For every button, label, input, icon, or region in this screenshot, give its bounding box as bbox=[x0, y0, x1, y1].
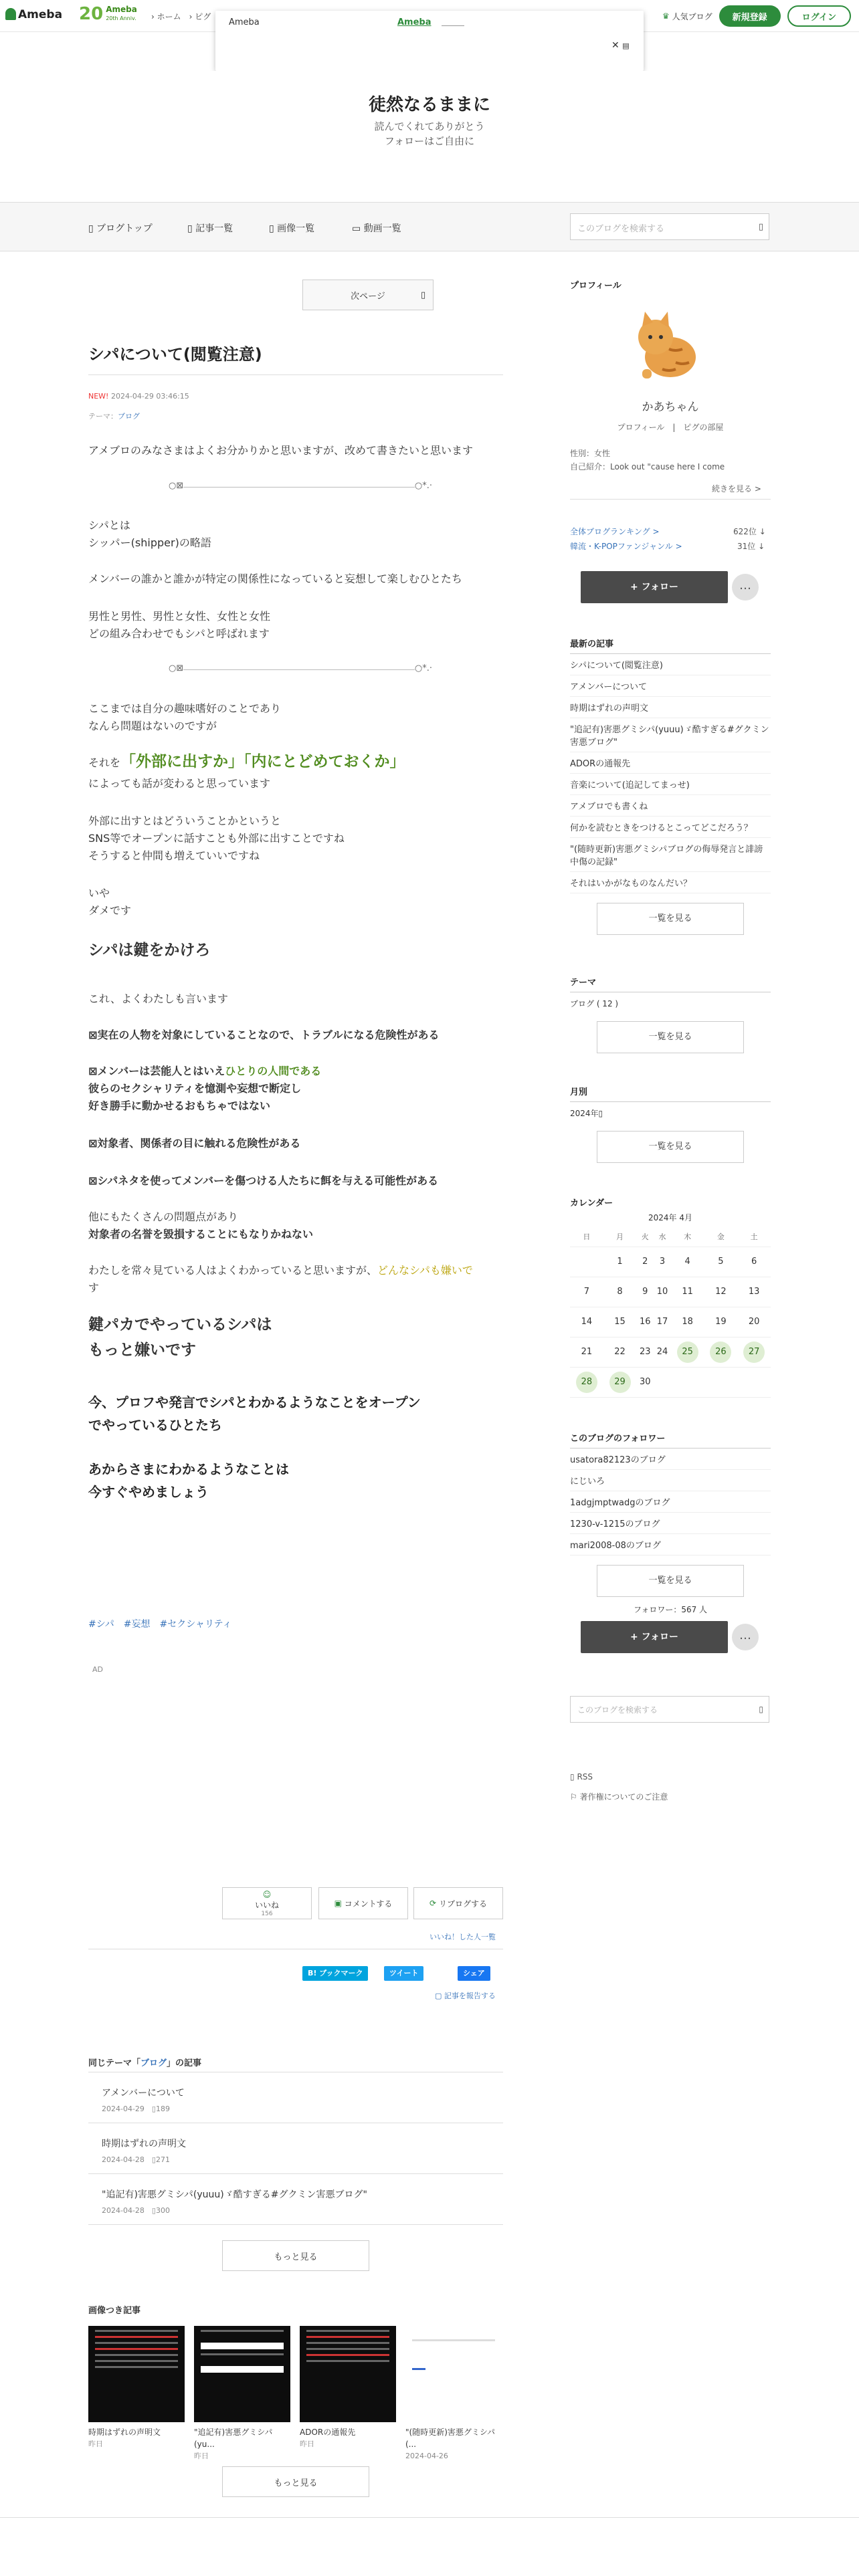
profile-heading: プロフィール bbox=[570, 281, 622, 291]
body-line: ⊠実在の人物を対象にしていることなので、トラブルになる危険性がある bbox=[88, 1029, 440, 1041]
calendar-day: 21 bbox=[570, 1337, 603, 1367]
hashtag[interactable]: #シパ bbox=[88, 1619, 114, 1630]
thumbnail[interactable] bbox=[300, 2326, 396, 2422]
related-title: アメンバーについて bbox=[102, 2088, 185, 2099]
followers-count: フォロワー：567 人 bbox=[633, 1605, 708, 1614]
caption-date: 2024-04-26 bbox=[405, 2452, 448, 2460]
profile-link[interactable]: プロフィール bbox=[617, 423, 665, 432]
recent-item[interactable]: シパについて(閲覧注意) bbox=[570, 654, 771, 675]
pigg-room-link[interactable]: ピグの部屋 bbox=[683, 423, 724, 432]
chevron-icon: ▯ bbox=[598, 1109, 603, 1118]
month-label: 2024年 bbox=[570, 1109, 599, 1118]
theme-more-button[interactable]: 一覧を見る bbox=[597, 1021, 744, 1053]
calendar-day: 1 bbox=[603, 1247, 637, 1277]
text-span: ⊠メンバーは芸能人とはいえ bbox=[88, 1065, 225, 1077]
fb-share-button[interactable]: シェア bbox=[458, 1966, 490, 1981]
calendar-day bbox=[671, 1367, 704, 1397]
body-line: メンバーの誰かと誰かが特定の関係性になっていると妄想して楽しむひとたち bbox=[88, 572, 462, 585]
body-line: いや bbox=[88, 887, 110, 899]
body-line: シパとは bbox=[88, 519, 130, 532]
recent-list-more-button[interactable]: 一覧を見る bbox=[597, 903, 744, 935]
body-line: 他にもたくさんの問題点があり bbox=[88, 1210, 239, 1223]
followers-more-button[interactable]: 一覧を見る bbox=[597, 1565, 744, 1597]
report-link[interactable] bbox=[435, 1990, 496, 2001]
read-more-link[interactable]: 続きを見る > bbox=[712, 484, 761, 494]
recent-item[interactable]: "(随時更新)害悪グミシパブログの侮辱発言と誹謗中傷の記録" bbox=[570, 838, 771, 872]
related-date: 2024-04-28 bbox=[102, 2155, 145, 2164]
weekday-header: 日 bbox=[570, 1226, 603, 1247]
body-line bbox=[88, 753, 503, 772]
new-badge: NEW! bbox=[88, 392, 109, 401]
theme-item[interactable]: ブログ ( 12 ) bbox=[570, 999, 619, 1008]
follower-item[interactable]: にじいろ bbox=[570, 1470, 771, 1491]
calendar-day bbox=[737, 1367, 771, 1397]
related-item[interactable]: アメンバーについて 2024-04-29 ▯189 bbox=[88, 2072, 503, 2123]
related-count: 300 bbox=[156, 2206, 170, 2215]
followers-heading: このブログのフォロワー bbox=[570, 1434, 666, 1444]
month-item[interactable] bbox=[570, 1102, 771, 1124]
calendar-day: 30 bbox=[636, 1367, 654, 1397]
ameba-20th-logo[interactable]: 20 Ameba 20th Anniv. bbox=[79, 4, 137, 24]
nav-video-list[interactable] bbox=[352, 221, 401, 235]
caption-title: ADORの通報先 bbox=[300, 2428, 356, 2437]
calendar-table bbox=[570, 1226, 771, 1398]
related-theme-link[interactable]: ブログ bbox=[140, 2058, 167, 2068]
related-date: 2024-04-28 bbox=[102, 2206, 145, 2215]
ranking-overall-value: 622位 ↓ bbox=[733, 527, 766, 536]
separator bbox=[169, 669, 423, 670]
image-icon: ▯ bbox=[269, 223, 274, 234]
report-icon: ▢ bbox=[435, 1992, 442, 2000]
caption-date: 昨日 bbox=[300, 2440, 314, 2448]
related-count: 189 bbox=[156, 2105, 170, 2113]
body-line: 男性と男性、男性と女性、女性と女性 bbox=[88, 610, 271, 623]
nav-pigg[interactable]: ピグ bbox=[195, 12, 211, 21]
nav-label: 画像一覧 bbox=[277, 223, 315, 234]
popup-underline bbox=[442, 25, 464, 26]
reblog-icon: ⟳ bbox=[430, 1899, 437, 1908]
calendar-day: 22 bbox=[603, 1337, 637, 1367]
follower-item[interactable]: 1230-v-1215のブログ bbox=[570, 1513, 771, 1534]
calendar-day: 10 bbox=[654, 1277, 671, 1307]
body-line: ここまでは自分の趣味嗜好のことであり bbox=[88, 702, 282, 715]
weekday-header: 月 bbox=[603, 1226, 637, 1247]
calendar-day: 17 bbox=[654, 1307, 671, 1337]
calendar-day: 24 bbox=[654, 1337, 671, 1367]
blog-header bbox=[0, 71, 859, 203]
nav-article-list[interactable] bbox=[187, 221, 233, 235]
subtitle-line-2: フォローはご自由に bbox=[384, 135, 475, 147]
hashtags bbox=[88, 1617, 232, 1630]
article-theme bbox=[88, 411, 140, 421]
calendar-day: 7 bbox=[570, 1277, 603, 1307]
calendar-day: 19 bbox=[704, 1307, 738, 1337]
body-line: 外部に出すとはどういうことかというと bbox=[88, 815, 282, 827]
image-article-caption[interactable] bbox=[405, 2426, 502, 2462]
theme-link[interactable]: ブログ bbox=[118, 412, 140, 421]
calendar-day[interactable]: 25 bbox=[671, 1337, 704, 1367]
calendar-day: 15 bbox=[603, 1307, 637, 1337]
body-line: シパは鍵をかけろ bbox=[88, 942, 211, 959]
related-item[interactable]: 時期はずれの声明文 2024-04-28 ▯271 bbox=[88, 2123, 503, 2174]
body-line: 好き勝手に動かせるおもちゃではない bbox=[88, 1099, 271, 1112]
logo-text: Ameba bbox=[18, 8, 63, 21]
recent-list bbox=[570, 654, 771, 893]
calendar-month: 2024年 4月 bbox=[648, 1213, 692, 1222]
footer-divider bbox=[0, 2517, 859, 2518]
popup-title: Ameba bbox=[229, 17, 260, 27]
flag-icon: ⚐ bbox=[570, 1792, 577, 1802]
avatar[interactable] bbox=[629, 302, 709, 383]
calendar-day: 14 bbox=[570, 1307, 603, 1337]
article-date bbox=[88, 392, 189, 401]
copyright-link[interactable] bbox=[570, 1791, 668, 1802]
reblog-button[interactable] bbox=[413, 1887, 503, 1919]
weekday-header: 水 bbox=[654, 1226, 671, 1247]
monthly-heading: 月別 bbox=[570, 1087, 588, 1097]
caption-date: 昨日 bbox=[88, 2440, 103, 2448]
caption-date: 昨日 bbox=[194, 2452, 209, 2460]
calendar-day: 9 bbox=[636, 1277, 654, 1307]
profile-links: プロフィール | ピグの部屋 bbox=[617, 423, 724, 432]
calendar-day: 18 bbox=[671, 1307, 704, 1337]
nav-label: ブログトップ bbox=[96, 223, 153, 234]
text-span: 」の記事 bbox=[167, 2058, 202, 2068]
body-line: シッパー(shipper)の略語 bbox=[88, 536, 211, 549]
related-list bbox=[88, 2072, 503, 2225]
recent-item[interactable]: アメンバーについて bbox=[570, 675, 771, 697]
body-line: ⊠シパネタを使ってメンバーを傷つける人たちに餌を与える可能性がある bbox=[88, 1174, 439, 1187]
caption-title: "(随時更新)害悪グミシパ(... bbox=[405, 2428, 496, 2449]
body-line bbox=[88, 1261, 503, 1279]
profile-section bbox=[570, 278, 622, 291]
blog-title[interactable]: 徒然なるままに bbox=[368, 95, 490, 115]
text-span: わたしを常々見ている人はよくわかっていると思いますが、 bbox=[88, 1264, 378, 1277]
body-line: ダメです bbox=[88, 904, 132, 917]
related-more-button[interactable]: もっと見る bbox=[222, 2240, 369, 2271]
weekday-header: 金 bbox=[704, 1226, 738, 1247]
blog-search-input[interactable] bbox=[570, 213, 769, 240]
calendar-day[interactable]: 26 bbox=[704, 1337, 738, 1367]
ad-label: AD bbox=[92, 1665, 103, 1674]
theme-label: テーマ： bbox=[88, 412, 118, 421]
related-title: 時期はずれの声明文 bbox=[102, 2139, 186, 2149]
chevron-right-icon: ▯ bbox=[421, 290, 426, 300]
follow-button[interactable]: + フォロー bbox=[581, 571, 728, 603]
calendar-heading: カレンダー bbox=[570, 1198, 613, 1208]
calendar-day: 13 bbox=[737, 1277, 771, 1307]
next-label: 次ページ bbox=[351, 291, 385, 302]
comment-button[interactable] bbox=[318, 1887, 408, 1919]
gender-text: 性別：女性 bbox=[570, 449, 611, 458]
thumbnail[interactable] bbox=[194, 2326, 290, 2422]
search-placeholder: このブログを検索する bbox=[577, 1705, 658, 1715]
cat-avatar-icon bbox=[629, 302, 709, 383]
nav-home[interactable]: ホーム bbox=[157, 12, 181, 21]
recent-heading: 最新の記事 bbox=[570, 639, 614, 649]
image-article-caption[interactable] bbox=[300, 2426, 396, 2450]
nav-label: 動画一覧 bbox=[363, 223, 401, 234]
highlight-yellow: どんなシパも嫌いで bbox=[377, 1264, 473, 1277]
body-line: によっても話が変わると思っています bbox=[88, 777, 271, 790]
profile-details bbox=[570, 447, 725, 473]
ranking-genre-value: 31位 ↓ bbox=[737, 542, 765, 551]
close-glyph: ✕ bbox=[611, 40, 619, 51]
tweet-button[interactable]: ツイート bbox=[384, 1966, 423, 1981]
body-line: これ、よくわたしも言います bbox=[88, 992, 228, 1005]
body-line: なんら問題はないのですが bbox=[88, 720, 217, 732]
calendar-day bbox=[704, 1367, 738, 1397]
body-line: 今、プロフや発言でシパとわかるようなことをオープン bbox=[88, 1394, 421, 1410]
blog-subtitle bbox=[0, 119, 859, 148]
global-nav: › ホーム › ピグ bbox=[151, 12, 211, 21]
weekday-header: 木 bbox=[671, 1226, 704, 1247]
calendar-day[interactable]: 29 bbox=[603, 1367, 637, 1397]
nav-label: 記事一覧 bbox=[195, 223, 233, 234]
body-line: 対象者の名誉を毀損することにもなりかねない bbox=[88, 1228, 314, 1241]
body-line: アメブロのみなさまはよくお分かりかと思いますが、改めて書きたいと思います bbox=[88, 444, 474, 457]
image-more-button[interactable]: もっと見る bbox=[222, 2466, 369, 2497]
related-count: 271 bbox=[156, 2155, 170, 2164]
signup-button[interactable]: 新規登録 bbox=[719, 5, 781, 27]
more-options-button[interactable]: … bbox=[732, 574, 759, 601]
text-span: それを bbox=[88, 756, 121, 769]
body-line: 鍵パカでやっているシパは bbox=[88, 1316, 272, 1333]
home-icon: ▯ bbox=[88, 223, 94, 234]
related-title: "追記有)害悪グミシパ(yuuu)ゞ酷すぎる#グクミン害悪ブログ" bbox=[102, 2189, 367, 2200]
calendar-day: 3 bbox=[654, 1247, 671, 1277]
calendar-day: 20 bbox=[737, 1307, 771, 1337]
like-label: いいね bbox=[254, 1900, 279, 1910]
search-icon[interactable]: ▯ bbox=[758, 222, 763, 232]
intro-text: 自己紹介：Look out "cause here I come bbox=[570, 462, 725, 471]
body-line: でやっているひとたち bbox=[88, 1417, 222, 1433]
followers-list bbox=[570, 1448, 771, 1555]
image-article-caption[interactable] bbox=[88, 2426, 185, 2450]
hashtag[interactable]: #妄想 bbox=[123, 1619, 151, 1630]
follower-item[interactable]: mari2008-08のブログ bbox=[570, 1534, 771, 1555]
title-divider bbox=[88, 374, 503, 375]
video-icon: ▭ bbox=[352, 223, 361, 234]
calendar-day[interactable]: 28 bbox=[570, 1367, 603, 1397]
separator bbox=[169, 487, 423, 488]
search-icon[interactable]: ▯ bbox=[759, 1705, 763, 1714]
search-placeholder: このブログを検索する bbox=[577, 224, 665, 234]
subtitle-line-1: 読んでくれてありがとう bbox=[374, 120, 485, 132]
calendar-day: 11 bbox=[671, 1277, 704, 1307]
highlight-green: ひとりの人間である bbox=[225, 1065, 322, 1077]
next-page-button[interactable] bbox=[302, 280, 434, 310]
more-options-button-2[interactable]: … bbox=[732, 1624, 759, 1650]
comment-icon: ▣ bbox=[334, 1899, 342, 1908]
related-heading bbox=[88, 2056, 201, 2068]
related-item[interactable]: "追記有)害悪グミシパ(yuuu)ゞ酷すぎる#グクミン害悪ブログ" 2024-04-28 ▯300 bbox=[88, 2174, 503, 2225]
rss-label: RSS bbox=[577, 1772, 593, 1782]
recent-item[interactable]: それはいかがなものなんだい？ bbox=[570, 872, 771, 893]
highlight-green: 「外部に出すか」「内にとどめておくか」 bbox=[120, 753, 405, 770]
body-line: す bbox=[88, 1281, 100, 1294]
blog-nav bbox=[0, 202, 859, 251]
body-line: そうすると仲間も増えていいですね bbox=[88, 849, 260, 862]
recent-section bbox=[570, 637, 771, 935]
date-text: 2024-04-29 03:46:15 bbox=[110, 392, 189, 401]
nav-image-list[interactable] bbox=[269, 221, 314, 235]
ranking-genre-link[interactable]: 韓流・K-POPファンジャンル > bbox=[570, 542, 682, 551]
hatena-bookmark-button[interactable]: B! ブックマーク bbox=[302, 1966, 368, 1981]
monthly-section bbox=[570, 1085, 771, 1163]
reblog-label: リブログする bbox=[438, 1899, 487, 1909]
follower-item[interactable]: usatora82123のブログ bbox=[570, 1448, 771, 1470]
calendar-day: 5 bbox=[704, 1247, 738, 1277]
calendar-day: 8 bbox=[603, 1277, 637, 1307]
divider bbox=[570, 499, 771, 500]
related-date: 2024-04-29 bbox=[102, 2105, 145, 2113]
rss-link[interactable] bbox=[570, 1772, 593, 1782]
follower-item[interactable]: 1adgjmptwadgのブログ bbox=[570, 1491, 771, 1513]
recent-item[interactable]: ADORの通報先 bbox=[570, 752, 771, 774]
notification-popup bbox=[215, 11, 644, 71]
month-more-button[interactable]: 一覧を見る bbox=[597, 1131, 744, 1163]
logo20-text: Ameba bbox=[106, 5, 137, 14]
body-line: ⊠対象者、関係者の目に触れる危険性がある bbox=[88, 1137, 301, 1150]
recent-item[interactable]: 何かを読むときをつけるとこってどこだろう？ bbox=[570, 817, 771, 838]
comment-label: コメントする bbox=[344, 1899, 393, 1909]
image-articles-heading: 画像つき記事 bbox=[88, 2306, 141, 2316]
calendar-day: 6 bbox=[737, 1247, 771, 1277]
recent-item[interactable]: 音楽について(追記してまっせ) bbox=[570, 774, 771, 795]
calendar-day bbox=[570, 1247, 603, 1277]
text-span: 同じテーマ「 bbox=[88, 2058, 141, 2068]
popular-label: 人気ブログ bbox=[672, 11, 712, 21]
thumbnail[interactable] bbox=[405, 2326, 502, 2422]
body-line: どの組み合わせでもシパと呼ばれます bbox=[88, 627, 270, 640]
liked-list-link[interactable]: いいね！した人一覧 bbox=[430, 1933, 496, 1941]
recent-item[interactable]: "追記有)害悪グミシパ(yuuu)ゞ酷すぎる#グクミン害悪ブログ" bbox=[570, 718, 771, 752]
report-label: 記事を報告する bbox=[444, 1992, 496, 2000]
copyright-label: 著作権についてのご注意 bbox=[579, 1792, 668, 1802]
recent-item[interactable]: アメブロでも書くね bbox=[570, 795, 771, 817]
body-line: もっと嫌いです bbox=[88, 1341, 196, 1359]
nav-blog-top[interactable] bbox=[88, 221, 153, 235]
body-line: 今すぐやめましょう bbox=[88, 1484, 209, 1500]
weekday-header: 土 bbox=[737, 1226, 771, 1247]
hashtag[interactable]: #セクシャリティ bbox=[159, 1619, 232, 1630]
body-line bbox=[88, 1062, 503, 1080]
follow-button-2[interactable]: + フォロー bbox=[581, 1621, 728, 1653]
anniv-text: 20th Anniv. bbox=[106, 15, 136, 21]
login-button[interactable]: ログイン bbox=[787, 5, 851, 27]
like-button[interactable] bbox=[222, 1887, 312, 1919]
caption-title: 時期はずれの声明文 bbox=[88, 2428, 161, 2437]
popup-close-icon[interactable]: ✕ ▤ bbox=[611, 40, 630, 51]
list-icon: ▯ bbox=[187, 223, 193, 234]
theme-section bbox=[570, 975, 771, 1053]
calendar-section bbox=[570, 1196, 613, 1208]
sidebar-search-input[interactable] bbox=[570, 1696, 769, 1723]
calendar-day[interactable]: 27 bbox=[737, 1337, 771, 1367]
thumbnail[interactable] bbox=[88, 2326, 185, 2422]
calendar-day: 12 bbox=[704, 1277, 738, 1307]
like-count: 156 bbox=[261, 1910, 273, 1917]
theme-heading: テーマ bbox=[570, 978, 597, 988]
profile-name[interactable]: かあちゃん bbox=[642, 401, 699, 414]
calendar-day: 2 bbox=[636, 1247, 654, 1277]
body-line: 彼らのセクシャリティを憶測や妄想で断定し bbox=[88, 1082, 302, 1095]
article-title[interactable]: シパについて(閲覧注意) bbox=[88, 345, 262, 364]
smile-icon: ☺ bbox=[262, 1889, 272, 1899]
ameba-logo[interactable] bbox=[5, 8, 62, 21]
crown-icon: ♛ bbox=[662, 11, 670, 21]
image-article-caption[interactable] bbox=[194, 2426, 290, 2462]
calendar-day: 16 bbox=[636, 1307, 654, 1337]
caption-title: "追記有)害悪グミシパ(yu... bbox=[194, 2428, 273, 2449]
body-line: SNS等でオープンに話すことも外部に出すことですね bbox=[88, 832, 345, 845]
followers-section bbox=[570, 1431, 771, 1615]
calendar-day: 23 bbox=[636, 1337, 654, 1367]
weekday-header: 火 bbox=[636, 1226, 654, 1247]
popup-link[interactable]: Ameba bbox=[397, 17, 432, 27]
calendar-day bbox=[654, 1367, 671, 1397]
popular-blog-link[interactable] bbox=[662, 11, 712, 22]
recent-item[interactable]: 時期はずれの声明文 bbox=[570, 697, 771, 718]
calendar-day: 4 bbox=[671, 1247, 704, 1277]
rss-icon: ▯ bbox=[570, 1772, 575, 1782]
ranking-overall-link[interactable]: 全体ブログランキング > bbox=[570, 527, 660, 536]
body-line: あからさまにわかるようなことは bbox=[88, 1461, 289, 1477]
